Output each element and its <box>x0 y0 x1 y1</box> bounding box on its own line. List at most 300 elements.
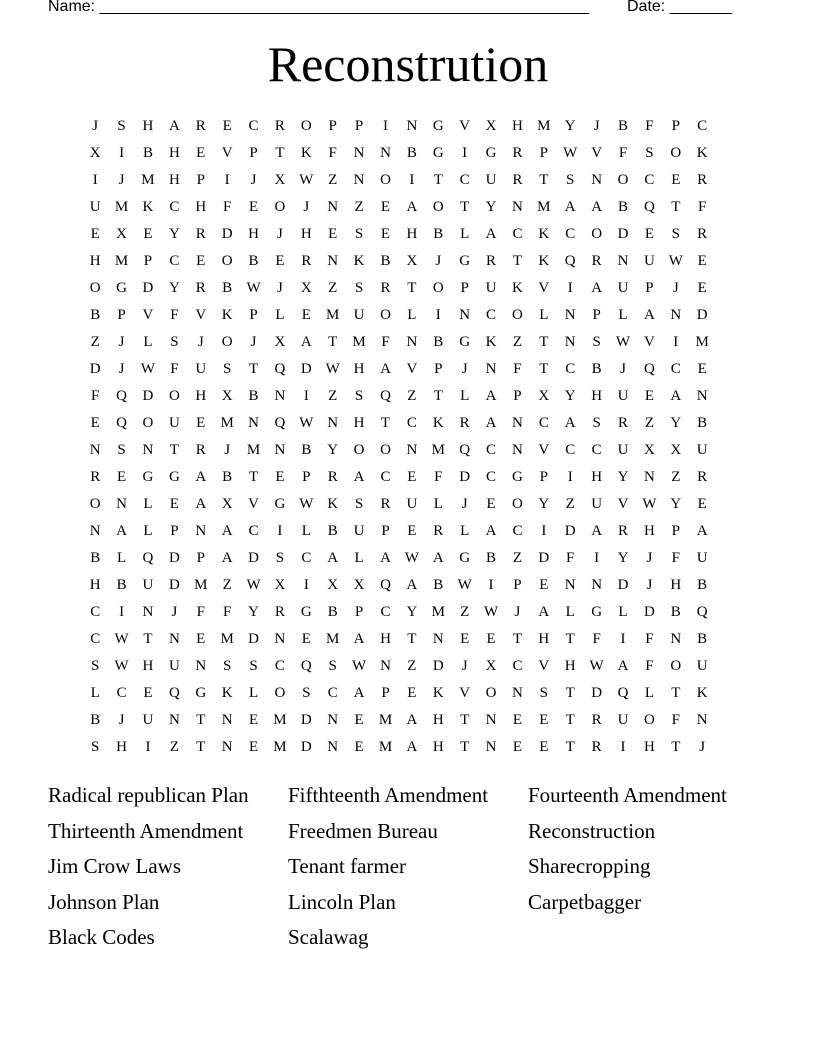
grid-row <box>82 383 742 410</box>
date-field: Date: _______ <box>627 0 732 15</box>
grid-letter: E <box>248 712 259 728</box>
grid-letter: U <box>195 361 207 377</box>
grid-letter: R <box>195 226 206 242</box>
grid-row <box>82 626 742 653</box>
grid-letter: U <box>89 199 101 215</box>
grid-letter: E <box>275 469 285 485</box>
grid-letter: H <box>591 469 603 485</box>
grid-letter: N <box>643 469 655 485</box>
grid-letter: H <box>432 712 444 728</box>
grid-letter: S <box>302 685 311 701</box>
grid-letter: T <box>196 739 206 755</box>
grid-letter: N <box>406 442 418 458</box>
grid-letter: V <box>142 307 154 323</box>
word-bank-item: Tenant farmer <box>288 854 407 879</box>
grid-letter: C <box>486 307 497 323</box>
grid-letter: F <box>671 712 680 728</box>
grid-letter: H <box>89 577 101 593</box>
grid-letter: B <box>380 253 391 269</box>
grid-letter: P <box>117 307 126 323</box>
grid-letter: H <box>89 253 101 269</box>
grid-letter: L <box>143 334 153 350</box>
grid-letter: Q <box>116 388 127 404</box>
grid-letter: J <box>277 226 283 242</box>
grid-letter: B <box>90 550 101 566</box>
grid-letter: E <box>697 253 707 269</box>
grid-letter: J <box>514 604 521 620</box>
grid-letter: A <box>643 307 655 323</box>
grid-letter: T <box>143 631 153 647</box>
grid-letter: I <box>488 577 494 593</box>
grid-row <box>82 356 742 383</box>
grid-letter: S <box>354 388 364 404</box>
grid-letter: M <box>326 631 340 647</box>
grid-letter: T <box>460 199 470 215</box>
grid-letter: K <box>353 253 365 269</box>
grid-letter: N <box>617 253 629 269</box>
grid-row <box>82 437 742 464</box>
grid-letter: D <box>168 577 180 593</box>
grid-letter: G <box>432 118 444 134</box>
grid-letter: J <box>461 658 468 674</box>
grid-letter: V <box>406 361 418 377</box>
grid-letter: N <box>327 712 339 728</box>
grid-letter: D <box>300 739 312 755</box>
grid-letter: P <box>513 577 522 593</box>
grid-letter: A <box>670 388 682 404</box>
grid-letter: T <box>671 199 681 215</box>
grid-letter: R <box>327 469 338 485</box>
word-bank-item: Carpetbagger <box>528 889 642 914</box>
grid-letter: F <box>170 307 179 323</box>
grid-letter: L <box>460 388 470 404</box>
grid-letter: O <box>221 253 233 269</box>
grid-letter: P <box>434 361 443 377</box>
grid-letter: J <box>461 361 468 377</box>
grid-letter: S <box>671 226 680 242</box>
grid-letter: Q <box>168 685 180 701</box>
grid-letter: Z <box>354 199 364 215</box>
grid-letter: Z <box>460 604 470 620</box>
grid-letter: B <box>406 145 417 161</box>
grid-letter: O <box>89 496 101 512</box>
grid-letter: L <box>407 307 417 323</box>
grid-letter: P <box>170 523 179 539</box>
grid-letter: R <box>591 712 602 728</box>
grid-letter: H <box>195 388 207 404</box>
grid-letter: H <box>406 226 418 242</box>
grid-letter: P <box>249 145 258 161</box>
grid-letter: R <box>697 226 708 242</box>
grid-letter: J <box>250 334 257 350</box>
grid-letter: D <box>564 523 576 539</box>
word-bank-item: Freedmen Bureau <box>288 818 438 843</box>
grid-letter: L <box>433 496 443 512</box>
grid-letter: Q <box>617 685 629 701</box>
grid-letter: I <box>119 145 125 161</box>
grid-letter: Z <box>222 577 232 593</box>
grid-letter: N <box>459 307 471 323</box>
grid-letter: N <box>327 253 339 269</box>
word-bank-item: Scalawag <box>288 925 369 950</box>
grid-letter: N <box>670 307 682 323</box>
grid-letter: I <box>462 145 468 161</box>
grid-letter: E <box>275 253 285 269</box>
grid-letter: Y <box>617 550 629 566</box>
grid-letter: N <box>89 523 101 539</box>
grid-letter: S <box>328 658 337 674</box>
grid-letter: A <box>564 199 576 215</box>
grid-letter: A <box>432 550 444 566</box>
grid-letter: E <box>328 226 338 242</box>
grid-letter: J <box>92 118 99 134</box>
grid-letter: R <box>274 118 285 134</box>
grid-letter: I <box>567 469 573 485</box>
grid-letter: R <box>618 415 629 431</box>
grid-letter: P <box>671 523 680 539</box>
grid-letter: Q <box>459 442 471 458</box>
grid-letter: O <box>274 199 286 215</box>
grid-letter: J <box>277 280 283 296</box>
grid-letter: N <box>168 712 180 728</box>
grid-letter: E <box>539 577 549 593</box>
grid-row <box>82 194 742 221</box>
grid-letter: S <box>249 658 258 674</box>
grid-letter: O <box>380 172 391 188</box>
grid-letter: M <box>695 334 709 350</box>
grid-letter: M <box>537 199 551 215</box>
grid-letter: T <box>169 442 179 458</box>
grid-letter: W <box>299 496 314 512</box>
grid-letter: L <box>143 496 153 512</box>
grid-letter: N <box>512 199 523 215</box>
grid-letter: T <box>539 334 549 350</box>
grid-letter: E <box>644 388 654 404</box>
grid-letter: F <box>328 145 337 161</box>
grid-letter: B <box>327 604 338 620</box>
grid-letter: I <box>673 334 679 350</box>
grid-letter: O <box>300 118 312 134</box>
grid-letter: E <box>196 253 206 269</box>
grid-letter: D <box>221 226 233 242</box>
grid-letter: P <box>539 145 548 161</box>
grid-letter: H <box>353 415 365 431</box>
grid-letter: M <box>273 739 287 755</box>
grid-letter: C <box>248 118 259 134</box>
grid-letter: Z <box>512 550 523 566</box>
grid-letter: S <box>354 226 364 242</box>
grid-row <box>82 248 742 275</box>
grid-letter: U <box>168 415 180 431</box>
grid-letter: G <box>459 550 471 566</box>
grid-letter: B <box>433 577 444 593</box>
grid-letter: U <box>485 280 497 296</box>
grid-letter: I <box>567 280 573 296</box>
grid-letter: X <box>300 280 312 296</box>
grid-letter: K <box>538 226 550 242</box>
grid-letter: R <box>459 415 470 431</box>
grid-letter: C <box>248 523 259 539</box>
grid-letter: T <box>407 280 417 296</box>
grid-letter: P <box>460 280 469 296</box>
page-title: Reconstrution <box>267 36 549 92</box>
grid-letter: W <box>642 496 657 512</box>
grid-letter: C <box>90 631 101 647</box>
grid-letter: E <box>301 631 311 647</box>
grid-letter: S <box>539 685 548 701</box>
grid-letter: N <box>406 118 418 134</box>
grid-letter: X <box>643 442 655 458</box>
grid-letter: C <box>380 604 391 620</box>
grid-letter: R <box>512 145 523 161</box>
grid-letter: O <box>89 280 101 296</box>
grid-letter: B <box>301 442 312 458</box>
grid-letter: M <box>114 199 129 215</box>
grid-letter: N <box>353 145 365 161</box>
grid-letter: O <box>432 199 444 215</box>
grid-letter: J <box>171 604 178 620</box>
grid-letter: R <box>380 496 391 512</box>
grid-letter: R <box>195 280 206 296</box>
grid-letter: I <box>145 739 151 755</box>
grid-letter: J <box>118 712 125 728</box>
grid-letter: L <box>460 523 470 539</box>
grid-letter: P <box>381 523 390 539</box>
grid-letter: A <box>168 118 180 134</box>
grid-letter: A <box>406 739 418 755</box>
grid-letter: E <box>644 226 654 242</box>
grid-letter: G <box>116 280 127 296</box>
grid-letter: B <box>618 199 629 215</box>
grid-row <box>82 302 742 329</box>
grid-letter: E <box>354 739 364 755</box>
grid-letter: A <box>380 550 391 566</box>
grid-letter: O <box>485 685 497 701</box>
grid-letter: V <box>538 442 550 458</box>
grid-letter: M <box>194 577 208 593</box>
grid-letter: M <box>220 631 234 647</box>
grid-letter: H <box>116 739 127 755</box>
grid-letter: A <box>353 631 365 647</box>
grid-letter: M <box>114 253 129 269</box>
grid-letter: C <box>406 415 417 431</box>
grid-letter: S <box>354 496 364 512</box>
grid-letter: C <box>565 361 576 377</box>
grid-letter: L <box>354 550 364 566</box>
grid-letter: S <box>91 658 100 674</box>
grid-letter: K <box>538 253 550 269</box>
grid-letter: A <box>485 388 497 404</box>
grid-letter: U <box>353 523 365 539</box>
header <box>0 0 816 20</box>
grid-letter: W <box>404 550 419 566</box>
grid-row <box>82 113 742 140</box>
grid-letter: E <box>697 496 707 512</box>
grid-letter: X <box>274 334 286 350</box>
grid-letter: A <box>353 469 365 485</box>
grid-letter: Z <box>90 334 100 350</box>
grid-letter: A <box>116 523 127 539</box>
grid-letter: W <box>114 658 129 674</box>
grid-letter: A <box>591 523 603 539</box>
grid-letter: P <box>645 280 654 296</box>
grid-letter: X <box>485 118 497 134</box>
grid-letter: D <box>696 307 708 323</box>
grid-letter: V <box>221 145 233 161</box>
grid-row <box>82 653 742 680</box>
grid-letter: B <box>486 550 497 566</box>
grid-letter: A <box>591 280 603 296</box>
grid-letter: P <box>143 253 153 269</box>
grid-letter: U <box>591 496 603 512</box>
grid-letter: M <box>378 712 393 728</box>
grid-letter: O <box>142 415 154 431</box>
grid-letter: S <box>117 442 126 458</box>
grid-letter: R <box>90 469 101 485</box>
grid-letter: H <box>643 523 655 539</box>
grid-letter: V <box>591 145 603 161</box>
grid-letter: T <box>407 631 417 647</box>
grid-letter: C <box>301 550 312 566</box>
grid-letter: O <box>670 658 682 674</box>
grid-letter: W <box>246 577 261 593</box>
grid-letter: C <box>670 361 681 377</box>
grid-letter: N <box>221 739 233 755</box>
grid-row <box>82 491 742 518</box>
grid-letter: X <box>221 388 233 404</box>
grid-letter: G <box>195 685 207 701</box>
grid-letter: A <box>564 415 576 431</box>
grid-letter: E <box>248 199 259 215</box>
grid-letter: Z <box>328 388 338 404</box>
grid-letter: H <box>168 145 180 161</box>
grid-letter: B <box>90 307 101 323</box>
grid-letter: H <box>300 226 312 242</box>
grid-letter: Y <box>617 469 629 485</box>
grid-letter: U <box>617 388 629 404</box>
grid-letter: K <box>142 199 154 215</box>
grid-letter: Y <box>564 118 576 134</box>
grid-letter: Z <box>565 496 575 512</box>
grid-letter: N <box>406 334 418 350</box>
grid-letter: A <box>485 415 497 431</box>
grid-letter: W <box>615 334 631 350</box>
grid-letter: Y <box>327 442 339 458</box>
grid-letter: D <box>248 631 259 647</box>
grid-letter: P <box>513 388 522 404</box>
grid-letter: F <box>196 604 205 620</box>
grid-letter: R <box>591 253 602 269</box>
grid-letter: B <box>90 712 101 728</box>
grid-letter: B <box>697 415 708 431</box>
grid-letter: C <box>90 604 101 620</box>
grid-letter: W <box>352 658 367 674</box>
grid-letter: I <box>620 631 626 647</box>
grid-letter: U <box>353 307 365 323</box>
word-bank <box>48 780 768 958</box>
grid-letter: B <box>433 334 444 350</box>
grid-letter: L <box>618 604 628 620</box>
grid-letter: G <box>485 145 497 161</box>
grid-letter: B <box>248 253 259 269</box>
grid-letter: A <box>195 469 207 485</box>
grid-letter: C <box>565 442 576 458</box>
grid-letter: A <box>696 523 708 539</box>
grid-letter: Z <box>671 469 681 485</box>
grid-letter: F <box>434 469 443 485</box>
grid-letter: Z <box>169 739 179 755</box>
grid-letter: T <box>248 469 259 485</box>
grid-letter: N <box>116 496 127 512</box>
grid-letter: S <box>222 361 232 377</box>
grid-letter: B <box>670 604 681 620</box>
grid-letter: I <box>303 388 309 404</box>
grid-letter: C <box>459 172 470 188</box>
grid-letter: C <box>512 523 523 539</box>
grid-letter: E <box>143 226 153 242</box>
grid-letter: X <box>89 145 101 161</box>
grid-letter: G <box>512 469 523 485</box>
grid-letter: Y <box>248 604 259 620</box>
grid-letter: J <box>620 361 626 377</box>
grid-letter: F <box>592 631 601 647</box>
grid-letter: C <box>565 226 576 242</box>
grid-letter: D <box>617 226 629 242</box>
grid-letter: N <box>168 631 180 647</box>
grid-letter: Q <box>564 253 576 269</box>
grid-letter: F <box>566 550 575 566</box>
grid-letter: A <box>353 685 365 701</box>
grid-letter: M <box>431 442 445 458</box>
grid-letter: R <box>195 442 206 458</box>
grid-letter: K <box>300 145 312 161</box>
grid-letter: C <box>644 172 655 188</box>
grid-letter: Q <box>380 577 391 593</box>
grid-letter: C <box>512 658 523 674</box>
grid-letter: E <box>380 199 391 215</box>
grid-letter: B <box>142 145 153 161</box>
grid-letter: O <box>512 496 523 512</box>
grid-letter: T <box>196 712 206 728</box>
grid-letter: J <box>646 577 653 593</box>
grid-row <box>82 734 742 761</box>
grid-letter: C <box>538 415 549 431</box>
grid-letter: D <box>248 550 259 566</box>
grid-letter: I <box>382 118 388 134</box>
grid-letter: H <box>591 388 603 404</box>
grid-letter: Y <box>485 199 497 215</box>
grid-letter: C <box>327 685 338 701</box>
grid-letter: O <box>380 307 391 323</box>
grid-letter: G <box>300 604 312 620</box>
grid-letter: N <box>221 712 233 728</box>
grid-letter: R <box>486 253 497 269</box>
grid-letter: T <box>512 253 523 269</box>
grid-letter: U <box>617 712 629 728</box>
grid-letter: T <box>671 739 681 755</box>
grid-letter: N <box>327 199 339 215</box>
grid-letter: A <box>195 496 207 512</box>
grid-letter: Y <box>168 280 180 296</box>
grid-letter: J <box>699 739 706 755</box>
grid-letter: N <box>327 415 339 431</box>
grid-letter: X <box>406 253 418 269</box>
grid-letter: P <box>592 307 601 323</box>
grid-letter: Y <box>538 496 550 512</box>
grid-letter: D <box>643 604 655 620</box>
grid-letter: Q <box>643 199 655 215</box>
grid-letter: X <box>274 577 286 593</box>
